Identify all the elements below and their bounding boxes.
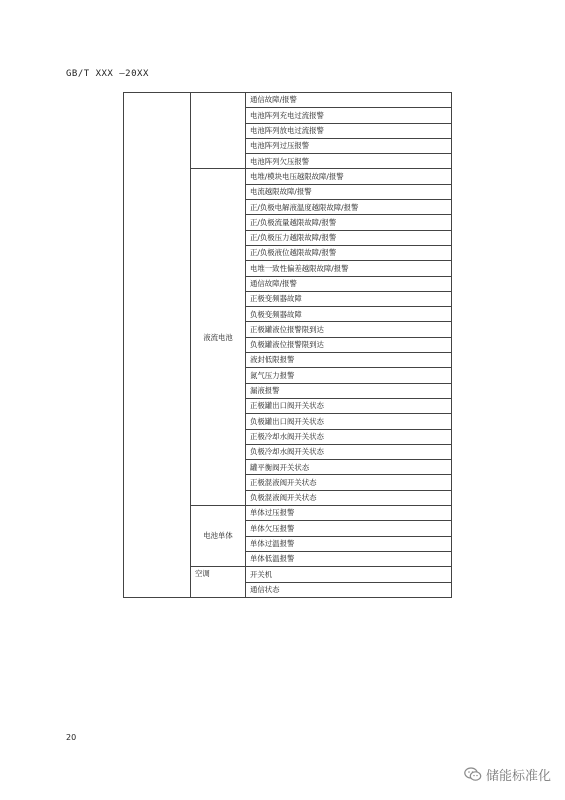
item-cell: 单体欠压报警 [246,521,452,536]
document-code: GB/T XXX —20XX [66,69,149,79]
item-cell: 开关机 [246,567,452,582]
group-name-cell: 电池单体 [191,506,246,567]
group-name-cell [191,93,246,169]
group-name-cell: 空调 [191,567,246,598]
item-cell: 电池阵列放电过流报警 [246,123,452,138]
item-cell: 罐平衡阀开关状态 [246,460,452,475]
item-cell: 通信故障/报警 [246,93,452,108]
item-cell: 漏液报警 [246,383,452,398]
item-cell: 单体过压报警 [246,506,452,521]
item-cell: 单体过温报警 [246,536,452,551]
item-cell: 正极罐出口阀开关状态 [246,398,452,413]
item-cell: 正/负极电解液温度越限故障/报警 [246,200,452,215]
item-cell: 正极混液阀开关状态 [246,475,452,490]
item-cell: 正极变频器故障 [246,291,452,306]
item-cell: 正/负极流量越限故障/报警 [246,215,452,230]
item-cell: 正极罐液位报警限到达 [246,322,452,337]
item-cell: 负极罐液位报警限到达 [246,337,452,352]
alarm-items-table [123,92,452,598]
item-cell: 负极冷却水阀开关状态 [246,444,452,459]
item-cell: 氮气压力报警 [246,368,452,383]
item-cell: 单体低温报警 [246,551,452,566]
item-cell: 电池阵列过压报警 [246,138,452,153]
item-cell: 正极冷却水阀开关状态 [246,429,452,444]
item-cell: 通信状态 [246,582,452,597]
item-cell: 电池阵列欠压报警 [246,154,452,169]
category-cell [124,93,191,598]
item-cell: 正/负极液位越限故障/报警 [246,245,452,260]
item-cell: 负极变频器故障 [246,307,452,322]
item-cell: 电堆/模块电压越限故障/报警 [246,169,452,184]
item-cell: 负极罐出口阀开关状态 [246,414,452,429]
watermark-text: 储能标准化 [485,769,551,784]
item-cell: 正/负极压力越限故障/报警 [246,230,452,245]
item-cell: 电池阵列充电过流报警 [246,108,452,123]
item-cell: 电堆一致性偏差越限故障/报警 [246,261,452,276]
page-number: 20 [66,733,77,742]
item-cell: 液封低限报警 [246,353,452,368]
item-cell: 负极混液阀开关状态 [246,490,452,505]
wechat-icon [464,767,482,782]
table-row [124,93,452,108]
item-cell: 通信故障/报警 [246,276,452,291]
group-name-cell: 液流电池 [191,169,246,506]
item-cell: 电流越限故障/报警 [246,184,452,199]
watermark [464,765,551,784]
